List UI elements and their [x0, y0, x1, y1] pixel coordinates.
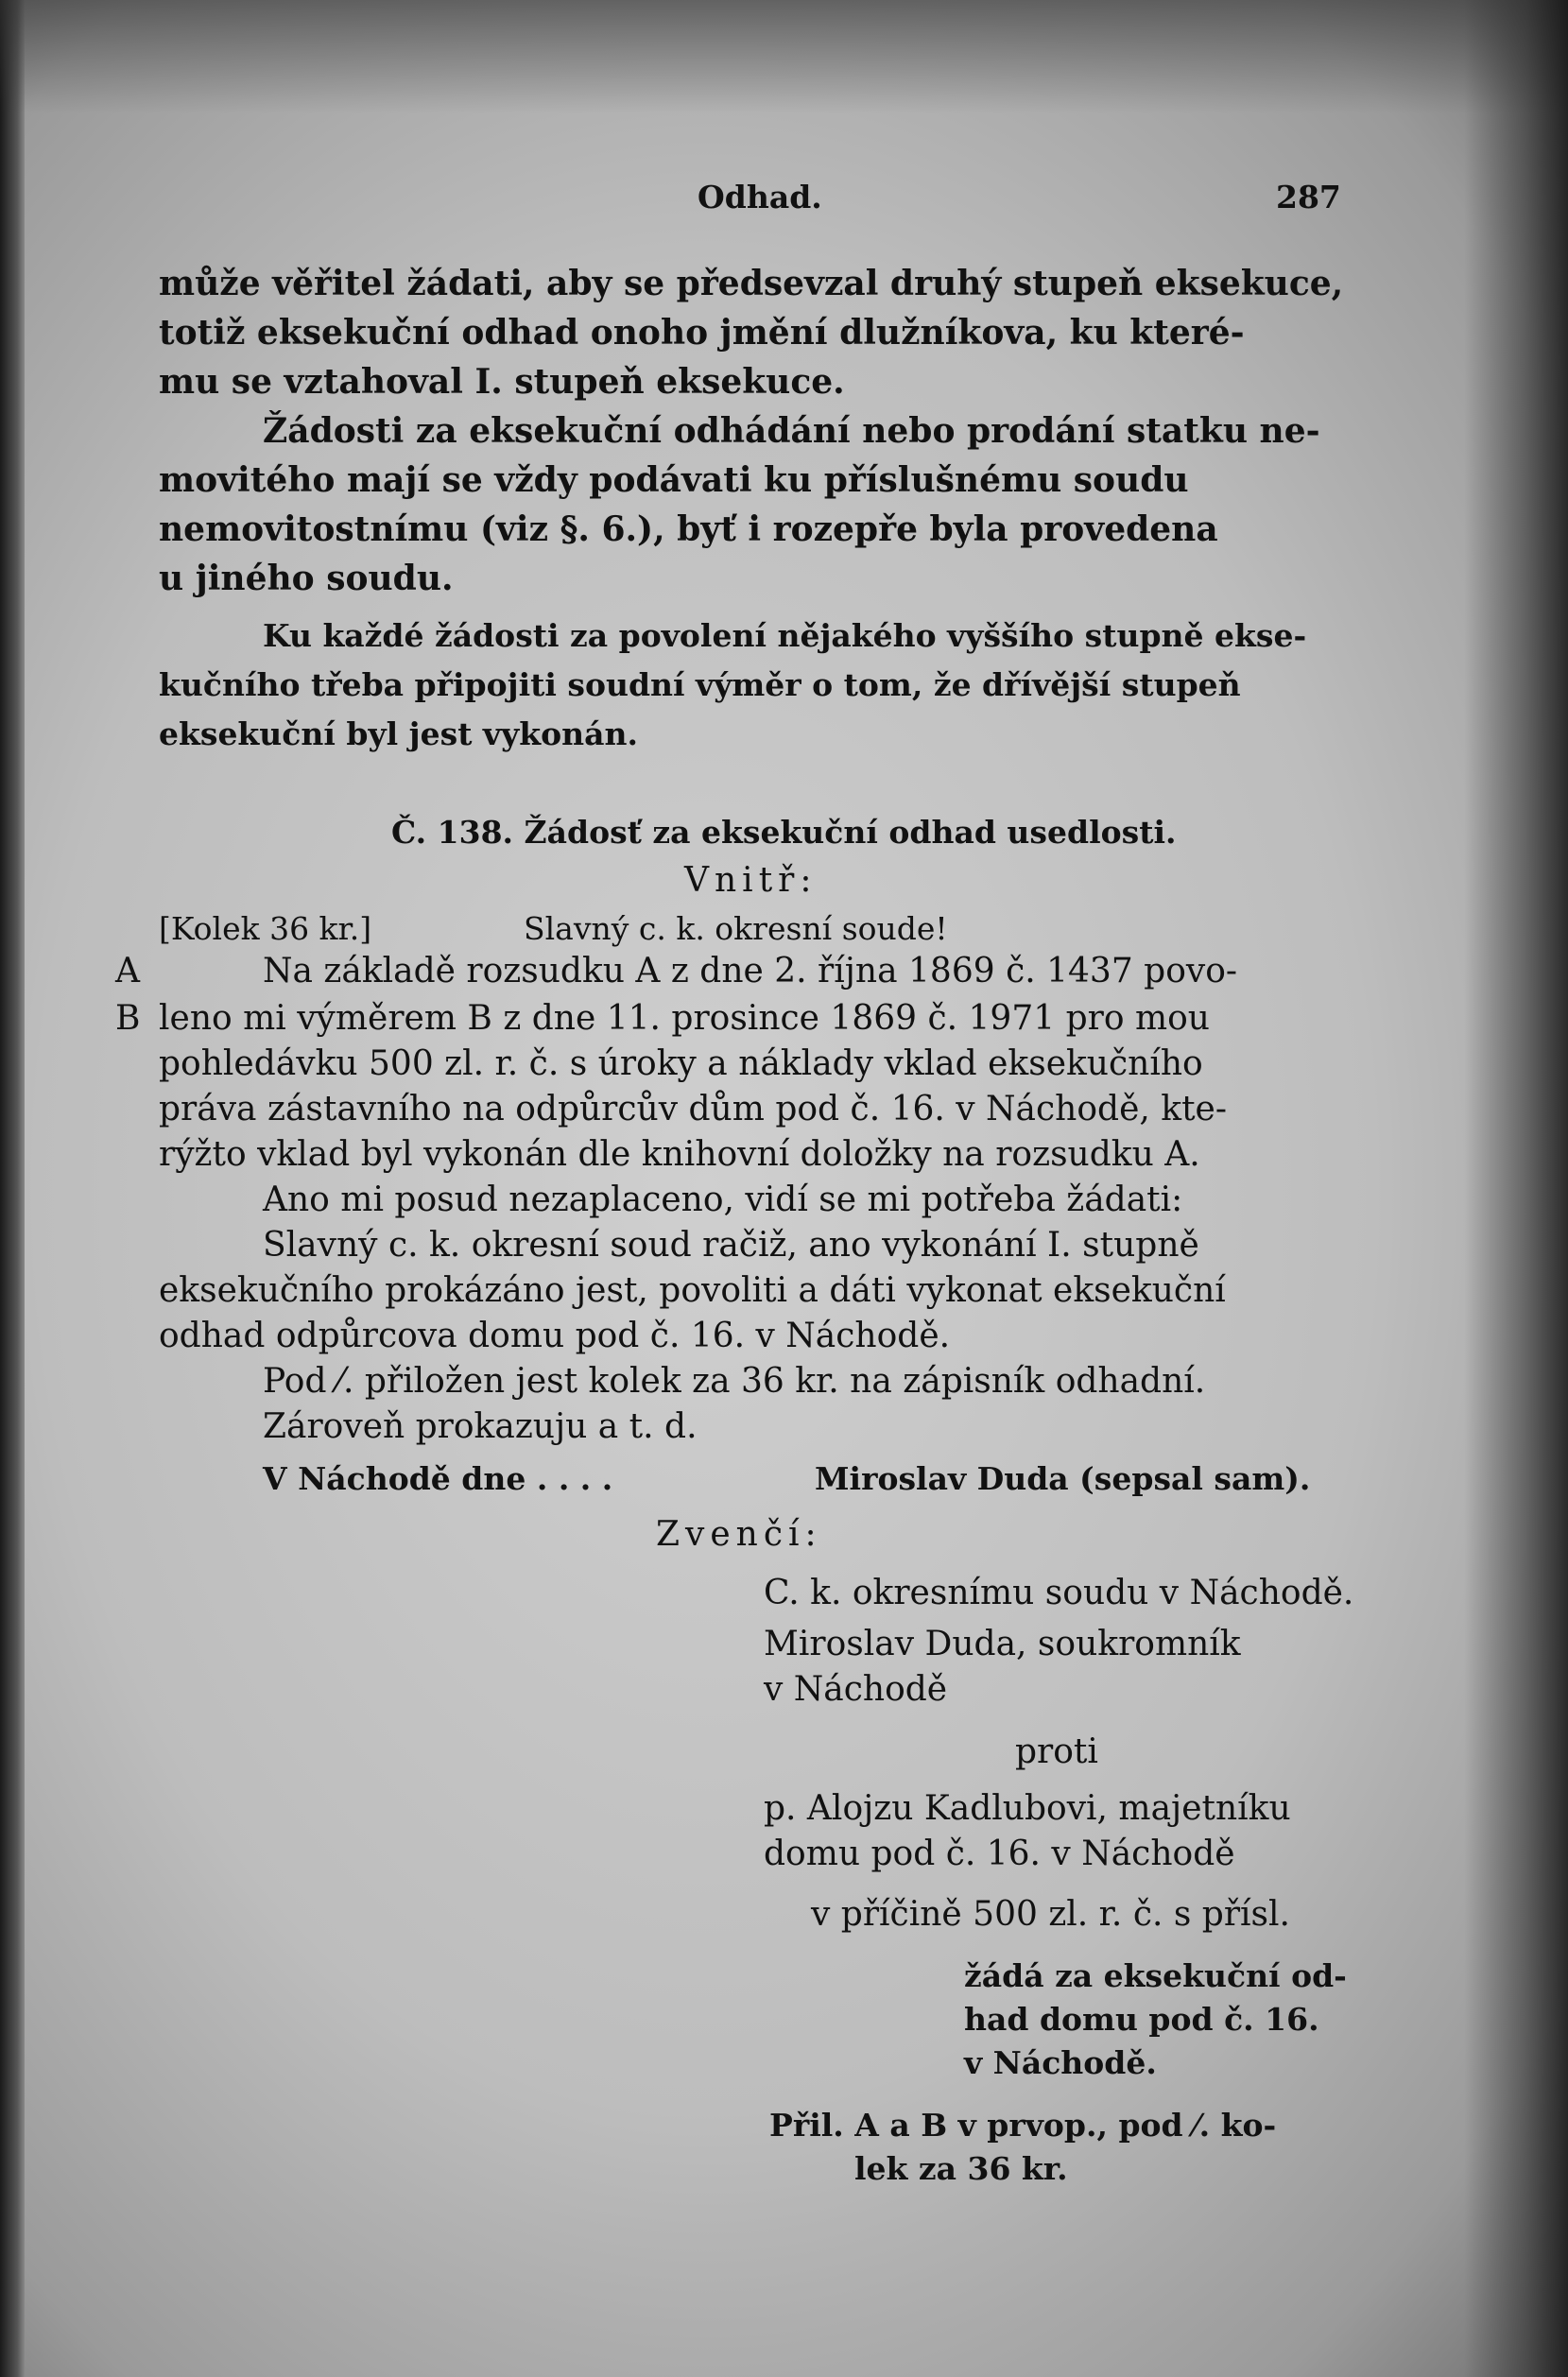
endorse-line-2: Miroslav Duda, soukromník [764, 1625, 1241, 1663]
petition-line-6: Ano mi posud nezaplaceno, vidí se mi potřeba žádati: [263, 1180, 1183, 1219]
intro-line-8: Ku každé žádosti za povolení nějakého vyššího stupně ekse- [263, 617, 1307, 654]
petition-line-11: Zároveň prokazuju a t. d. [263, 1407, 698, 1446]
endorse-line-6: domu pod č. 16. v Náchodě [764, 1834, 1235, 1873]
petition-line-10: Pod ⁄. přiložen jest kolek za 36 kr. na zápisník odhadní. [263, 1362, 1206, 1401]
intro-line-6: nemovitostnímu (viz §. 6.), byť i rozepře byla provedena [159, 509, 1218, 549]
endorse-line-4: proti [1015, 1732, 1098, 1771]
place-date: V Náchodě dne . . . . [263, 1460, 613, 1497]
stamp-note: [Kolek 36 kr.] [159, 910, 372, 947]
endorse-line-9: had domu pod č. 16. [964, 2001, 1319, 2038]
page-left-edge [0, 0, 25, 2377]
inside-label: Vnitř: [684, 861, 818, 900]
intro-line-1: může věřitel žádati, aby se předsevzal druhý stupeň eksekuce, [159, 264, 1344, 303]
salutation: Slavný c. k. okresní soude! [524, 910, 948, 947]
endorse-line-12: lek za 36 kr. [854, 2150, 1068, 2187]
endorse-line-1: C. k. okresnímu soudu v Náchodě. [764, 1574, 1354, 1612]
petition-line-7: Slavný c. k. okresní soud račiž, ano vykonání I. stupně [263, 1226, 1199, 1265]
intro-line-4: Žádosti za eksekuční odhádání nebo prodání statku ne- [263, 411, 1320, 451]
page-top-shadow [0, 0, 1568, 113]
signature: Miroslav Duda (sepsal sam). [815, 1460, 1311, 1497]
page-right-shadow [1464, 0, 1568, 2377]
petition-line-9: odhad odpůrcova domu pod č. 16. v Náchodě. [159, 1317, 951, 1355]
intro-line-9: kučního třeba připojiti soudní výměr o tom, že dřívější stupeň [159, 666, 1241, 703]
running-head-title: Odhad. [698, 179, 822, 215]
petition-line-5: rýžto vklad byl vykonán dle knihovní doložky na rozsudku A. [159, 1135, 1200, 1174]
intro-line-5: movitého mají se vždy podávati ku příslušnému soudu [159, 460, 1189, 500]
form-title: Č. 138. Žádosť za eksekuční odhad usedlosti. [391, 814, 1177, 851]
endorse-line-11: Přil. A a B v prvop., pod ⁄. ko- [769, 2107, 1277, 2144]
petition-line-3: pohledávku 500 zl. r. č. s úroky a náklady vklad eksekučního [159, 1044, 1203, 1083]
endorse-line-10: v Náchodě. [964, 2044, 1157, 2081]
endorse-line-7: v příčině 500 zl. r. č. s přísl. [811, 1895, 1290, 1934]
page-number: 287 [1276, 179, 1341, 215]
endorse-line-8: žádá za eksekuční od- [964, 1957, 1347, 1994]
intro-line-7: u jiného soudu. [159, 559, 454, 598]
petition-line-8: eksekučního prokázáno jest, povoliti a dáti vykonat eksekuční [159, 1271, 1226, 1310]
intro-line-10: eksekuční byl jest vykonán. [159, 715, 639, 752]
endorse-line-5: p. Alojzu Kadlubovi, majetníku [764, 1789, 1291, 1828]
intro-line-2: totiž eksekuční odhad onoho jmění dlužníkova, ku které- [159, 313, 1245, 353]
outside-label: Zvenčí: [656, 1515, 822, 1554]
petition-line-4: práva zástavního na odpůrcův dům pod č. 16. v Náchodě, kte- [159, 1090, 1228, 1128]
endorse-line-3: v Náchodě [764, 1670, 948, 1709]
margin-letter-b: B [115, 999, 141, 1038]
margin-letter-a: A [115, 952, 140, 990]
petition-line-2: leno mi výměrem B z dne 11. prosince 1869 č. 1971 pro mou [159, 999, 1210, 1038]
petition-line-1: Na základě rozsudku A z dne 2. října 1869 č. 1437 povo- [263, 952, 1238, 990]
intro-line-3: mu se vztahoval I. stupeň eksekuce. [159, 362, 845, 402]
